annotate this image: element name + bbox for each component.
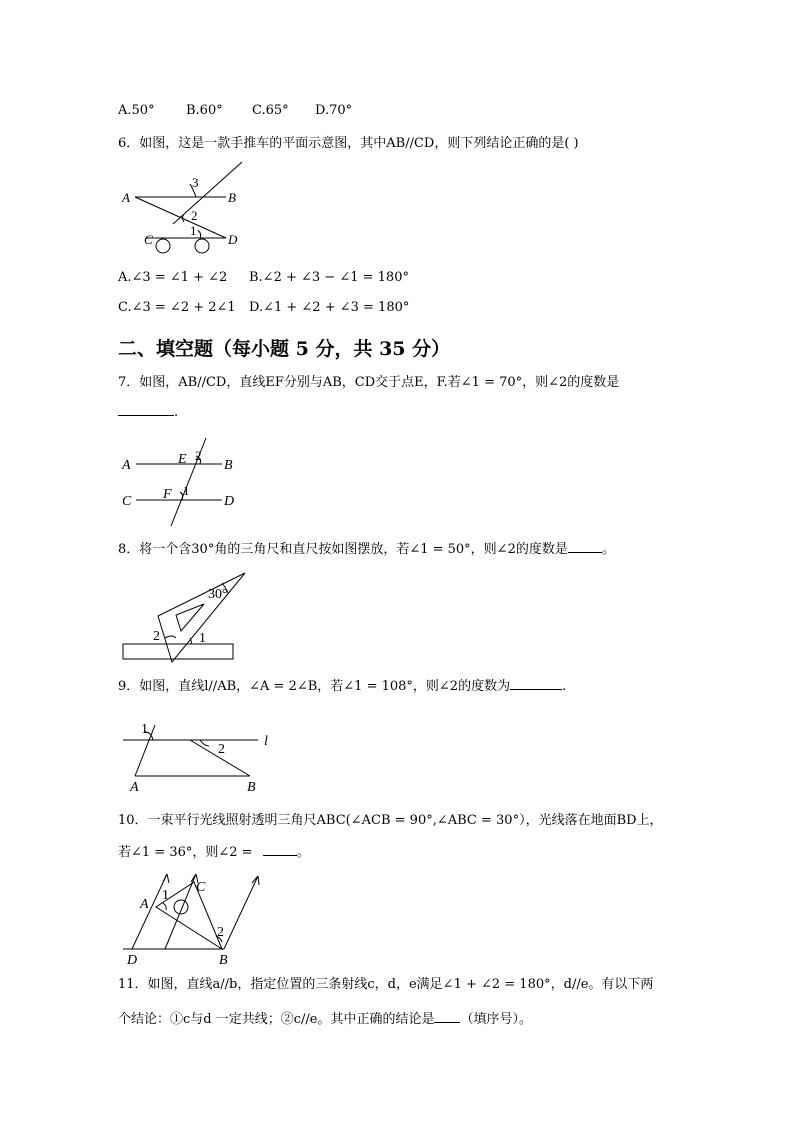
q7-label-a: A xyxy=(122,458,131,473)
q10-angle-2: 2 xyxy=(217,925,224,940)
q7-answer-line xyxy=(118,403,178,422)
q5-option-a: A.50° xyxy=(118,103,155,118)
q7-figure xyxy=(118,434,248,530)
q6-label-a: A xyxy=(122,190,130,205)
q8-stem-line xyxy=(118,540,615,559)
q11-stem-line2 xyxy=(118,1010,532,1029)
q9-label-b: B xyxy=(247,780,256,795)
q11-blank xyxy=(434,1010,460,1023)
q5-option-b: B.60° xyxy=(186,103,223,118)
q9-tail: . xyxy=(562,679,567,694)
q10-figure xyxy=(118,872,268,968)
q9-angle-1: 1 xyxy=(141,722,148,737)
q10-tail: 。 xyxy=(296,845,310,860)
q8-stem: 8．将一个含30°角的三角尺和直尺按如图摆放，若∠1 = 50°，则∠2的度数是 xyxy=(118,542,568,557)
q9-label-a: A xyxy=(130,780,139,795)
q10-label-c: C xyxy=(196,880,206,895)
q6-option-b: B.∠2 + ∠3 − ∠1 = 180° xyxy=(249,270,409,285)
q8-blank xyxy=(568,540,602,553)
q7-angle-1: 1 xyxy=(183,483,190,498)
q6-angle-1: 1 xyxy=(190,223,197,238)
q8-tail: 。 xyxy=(601,542,615,557)
q10-label-b: B xyxy=(219,953,228,968)
q7-label-e: E xyxy=(178,452,187,467)
q9-stem: 9．如图，直线l//AB，∠A = 2∠B，若∠1 = 108°，则∠2的度数为 xyxy=(118,679,511,694)
q8-angle-1: 1 xyxy=(199,631,206,646)
q9-label-l: l xyxy=(264,734,268,749)
q11-stem-line1: 11．如图，直线a//b，指定位置的三条射线c，d，e满足∠1 + ∠2 = 180°，d//e。有以下两 xyxy=(118,977,654,992)
q10-label-a: A xyxy=(140,897,149,912)
q7-label-c: C xyxy=(122,494,132,509)
q11-tail: （填序号）。 xyxy=(460,1012,532,1027)
q9-figure xyxy=(118,710,278,806)
q10-stem-part: 若∠1 = 36°，则∠2 = xyxy=(118,845,253,860)
q6-option-c: C.∠3 = ∠2 + 2∠1 xyxy=(118,300,236,315)
q5-option-c: C.65° xyxy=(252,103,289,118)
q7-label-d: D xyxy=(224,494,235,509)
q7-label-f: F xyxy=(163,487,172,502)
q6-option-a: A.∠3 = ∠1 + ∠2 xyxy=(118,270,228,285)
q8-angle-2: 2 xyxy=(153,629,160,644)
q7-blank xyxy=(118,403,174,416)
q9-blank xyxy=(510,677,562,690)
q10-label-d: D xyxy=(127,953,138,968)
q10-stem-line2 xyxy=(118,843,310,862)
q7-label-b: B xyxy=(224,458,233,473)
q10-angle-1: 1 xyxy=(162,888,169,903)
q8-angle-30: 30° xyxy=(208,587,228,602)
q7-angle-2: 2 xyxy=(195,448,202,463)
q7-tail: . xyxy=(174,405,179,420)
q6-figure xyxy=(118,160,258,256)
section-heading: 二、填空题（每小题 5 分，共 35 分） xyxy=(118,338,451,360)
q10-stem-line1: 10．一束平行光线照射透明三角尺ABC(∠ACB = 90°,∠ABC = 30°），光线落在地面BD上， xyxy=(118,813,663,828)
q6-option-d: D.∠1 + ∠2 + ∠3 = 180° xyxy=(249,300,410,315)
q6-angle-3: 3 xyxy=(192,175,199,190)
q6-label-c: C xyxy=(144,232,153,247)
q6-angle-2: 2 xyxy=(191,208,198,223)
q7-stem: 7．如图，AB//CD，直线EF分别与AB，CD交于点E，F.若∠1 = 70°，则∠2的度数是 xyxy=(118,375,620,390)
q11-stem-part: 个结论：①c与d 一定共线；②c//e。其中正确的结论是 xyxy=(118,1012,435,1027)
q9-stem-line xyxy=(118,677,566,696)
q6-label-d: D xyxy=(228,232,238,247)
q9-angle-2: 2 xyxy=(218,742,225,757)
q6-stem: 6．如图，这是一款手推车的平面示意图，其中AB//CD，则下列结论正确的是( ) xyxy=(118,136,579,151)
q10-blank xyxy=(263,843,297,856)
q8-figure xyxy=(118,568,258,664)
q5-option-d: D.70° xyxy=(315,103,353,118)
q6-label-b: B xyxy=(228,190,236,205)
